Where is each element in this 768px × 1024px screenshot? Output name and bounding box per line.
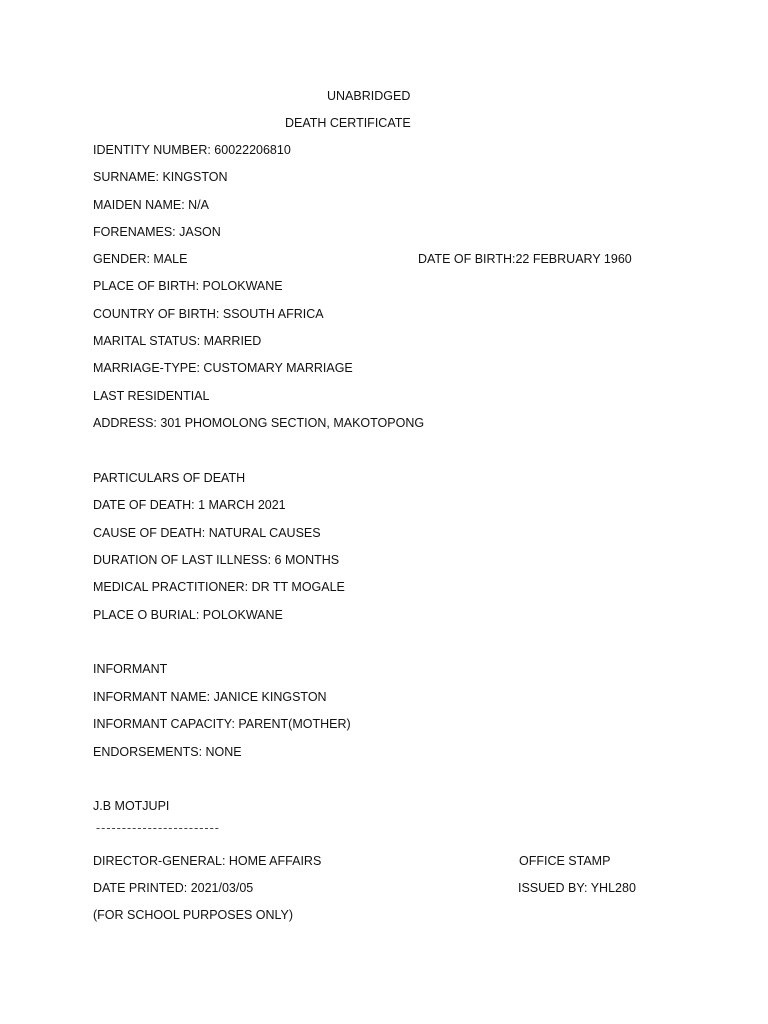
- signatory-name: J.B MOTJUPI: [93, 799, 170, 813]
- particulars-of-death-heading: PARTICULARS OF DEATH: [93, 471, 246, 485]
- medical-practitioner: MEDICAL PRACTITIONER: DR TT MOGALE: [93, 580, 345, 594]
- place-of-birth: PLACE OF BIRTH: POLOKWANE: [93, 279, 283, 293]
- office-stamp: OFFICE STAMP: [519, 854, 611, 868]
- country-of-birth: COUNTRY OF BIRTH: SSOUTH AFRICA: [93, 307, 324, 321]
- date-of-birth: DATE OF BIRTH:22 FEBRUARY 1960: [418, 252, 632, 266]
- date-of-death: DATE OF DEATH: 1 MARCH 2021: [93, 498, 286, 512]
- cause-of-death: CAUSE OF DEATH: NATURAL CAUSES: [93, 526, 321, 540]
- signature-line: ------------------------: [96, 821, 220, 835]
- duration-of-last-illness: DURATION OF LAST ILLNESS: 6 MONTHS: [93, 553, 340, 567]
- place-of-burial: PLACE O BURIAL: POLOKWANE: [93, 608, 283, 622]
- forenames: FORENAMES: JASON: [93, 225, 221, 239]
- informant-name: INFORMANT NAME: JANICE KINGSTON: [93, 690, 327, 704]
- director-general: DIRECTOR-GENERAL: HOME AFFAIRS: [93, 854, 322, 868]
- marital-status: MARITAL STATUS: MARRIED: [93, 334, 262, 348]
- issued-by: ISSUED BY: YHL280: [518, 881, 636, 895]
- endorsements: ENDORSEMENTS: NONE: [93, 745, 242, 759]
- last-residential: LAST RESIDENTIAL: [93, 389, 210, 403]
- surname: SURNAME: KINGSTON: [93, 170, 228, 184]
- date-printed: DATE PRINTED: 2021/03/05: [93, 881, 254, 895]
- marriage-type: MARRIAGE-TYPE: CUSTOMARY MARRIAGE: [93, 361, 353, 375]
- footer-note: (FOR SCHOOL PURPOSES ONLY): [93, 908, 294, 922]
- title-death-certificate: DEATH CERTIFICATE: [285, 116, 411, 130]
- identity-number: IDENTITY NUMBER: 60022206810: [93, 143, 291, 157]
- address: ADDRESS: 301 PHOMOLONG SECTION, MAKOTOPONG: [93, 416, 425, 430]
- title-unabridged: UNABRIDGED: [327, 89, 411, 103]
- gender: GENDER: MALE: [93, 252, 188, 266]
- informant-heading: INFORMANT: [93, 662, 168, 676]
- maiden-name: MAIDEN NAME: N/A: [93, 198, 209, 212]
- informant-capacity: INFORMANT CAPACITY: PARENT(MOTHER): [93, 717, 351, 731]
